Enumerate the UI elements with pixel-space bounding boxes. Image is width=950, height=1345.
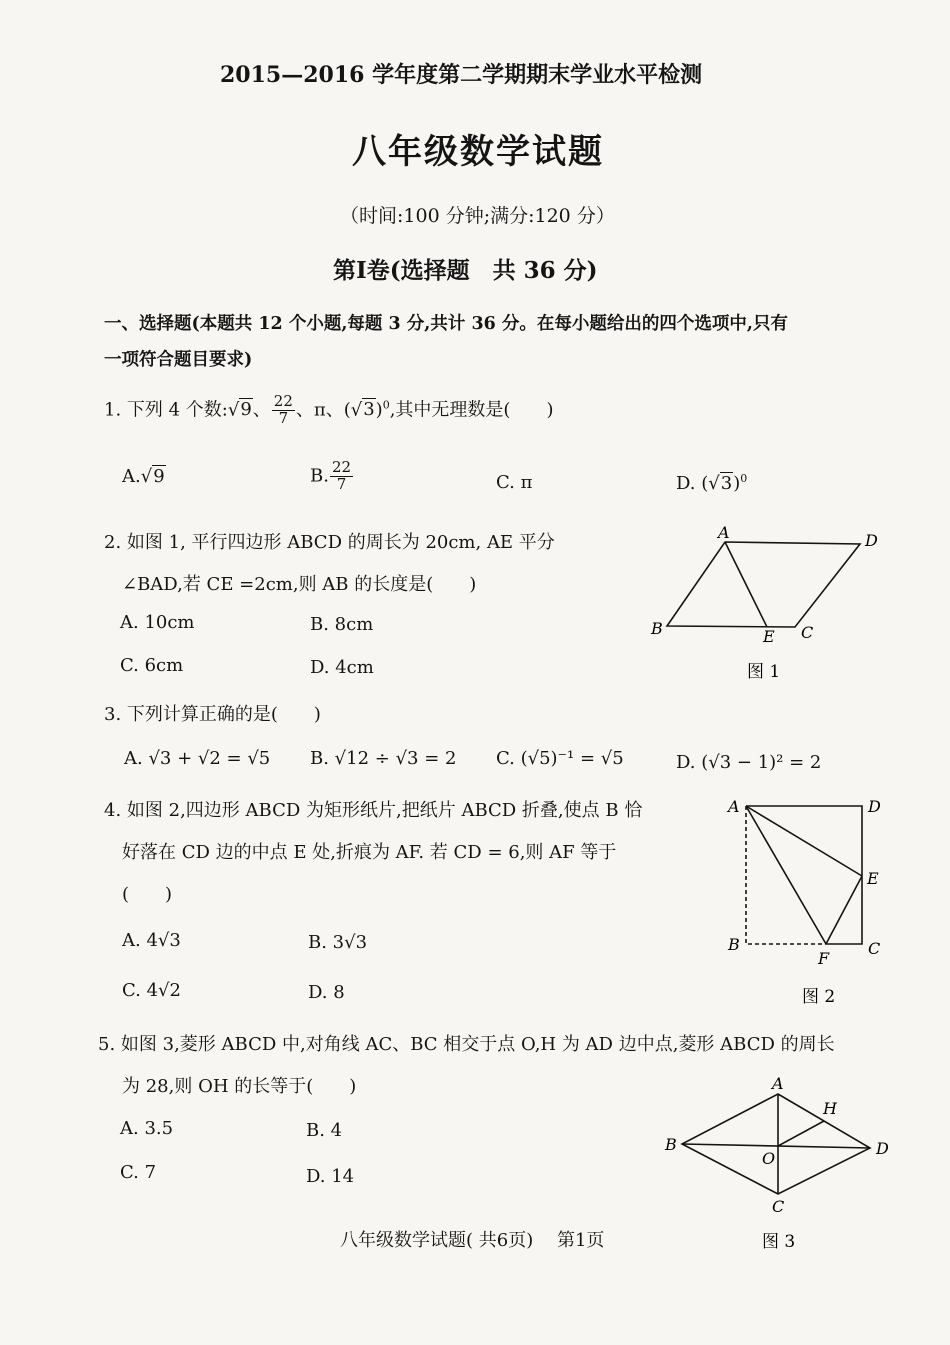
fig3-label-h: H (823, 1099, 837, 1118)
fig3-label-a: A (772, 1074, 784, 1093)
fig2-label-a: A (728, 797, 740, 816)
fig1-label-d: D (865, 531, 878, 550)
figure-2-rectangle-fold (718, 792, 890, 1012)
q1-denominator: 7 (278, 408, 289, 427)
figure-3-rhombus (660, 1072, 895, 1260)
section-title: 第Ⅰ卷(选择题 共 36 分) (333, 257, 598, 284)
q5-option-d[interactable]: D. 14 (306, 1166, 355, 1187)
q1-prefix: 1. 下列 4 个数: (104, 399, 228, 421)
question-4-line2: 好落在 CD 边的中点 E 处,折痕为 AF. 若 CD = 6,则 AF 等于 (122, 842, 617, 863)
fig1-label-c: C (801, 623, 814, 642)
time-info: （时间:100 分钟;满分:120 分） (340, 205, 615, 227)
exam-header: 2015—2016 学年度第二学期期末学业水平检测 (220, 62, 703, 88)
q1-suffix: ,其中无理数是( ) (389, 399, 554, 421)
fig2-label-c: C (868, 939, 881, 958)
fig1-label-e: E (763, 627, 775, 646)
fig1-label-a: A (718, 523, 730, 542)
q3-option-b[interactable]: B. √12 ÷ √3 = 2 (310, 748, 457, 769)
figure-1-parallelogram (645, 522, 885, 692)
q1-fraction (272, 394, 295, 427)
question-1: 1. 下列 4 个数:√9、 $\frac{22}{7}$ 、π、$(√3)^0$,其中无理数是( ) (104, 392, 554, 427)
fig3-caption: 图 3 (762, 1232, 796, 1252)
page-footer: 八年级数学试题( 共6页) 第1页 (340, 1230, 605, 1251)
fig3-label-c: C (772, 1197, 785, 1216)
q3-option-d[interactable]: D. (√3 − 1)² = 2 (676, 752, 822, 773)
q2-option-c[interactable]: C. 6cm (120, 655, 184, 676)
question-2-line1: 2. 如图 1, 平行四边形 ABCD 的周长为 20cm, AE 平分 (104, 532, 555, 553)
q1-option-a[interactable]: A.√9 (122, 466, 165, 487)
q5-option-a[interactable]: A. 3.5 (120, 1118, 174, 1139)
question-4-line3: ( ) (122, 884, 173, 905)
question-5-line2: 为 28,则 OH 的长等于( ) (122, 1076, 357, 1097)
q2-option-d[interactable]: D. 4cm (310, 657, 374, 678)
q4-option-c[interactable]: C. 4√2 (122, 980, 181, 1001)
q5-option-c[interactable]: C. 7 (120, 1162, 157, 1183)
q2-option-a[interactable]: A. 10cm (120, 612, 195, 633)
fig1-caption: 图 1 (747, 662, 781, 682)
fig2-label-f: F (818, 949, 830, 968)
q1-option-b[interactable]: B. $\frac{22}{7}$ (310, 458, 352, 493)
fig3-label-d: D (876, 1139, 889, 1158)
q4-option-a[interactable]: A. 4√3 (122, 930, 181, 951)
page-title: 八年级数学试题 (352, 132, 604, 172)
q1-option-c[interactable]: C. π (496, 472, 533, 493)
q2-option-b[interactable]: B. 8cm (310, 614, 374, 635)
q3-option-a[interactable]: A. √3 + √2 = √5 (124, 748, 271, 769)
q5-option-b[interactable]: B. 4 (306, 1120, 343, 1141)
fig1-label-b: B (651, 619, 663, 638)
q3-option-c[interactable]: C. (√5)⁻¹ = √5 (496, 748, 624, 769)
instructions-line2: 一项符合题目要求) (104, 350, 253, 370)
fig3-label-o: O (762, 1149, 776, 1168)
question-4-line1: 4. 如图 2,四边形 ABCD 为矩形纸片,把纸片 ABCD 折叠,使点 B 恰 (104, 800, 643, 821)
question-5-line1: 5. 如图 3,菱形 ABCD 中,对角线 AC、BC 相交于点 O,H 为 AD 边中点,菱形 ABCD 的周长 (98, 1034, 835, 1055)
fig3-label-b: B (665, 1135, 677, 1154)
instructions-line1: 一、选择题(本题共 12 个小题,每题 3 分,共计 36 分。在每小题给出的四个选项中,只有 (104, 314, 788, 334)
q1-numerator: 22 (273, 392, 293, 410)
fig2-label-b: B (728, 935, 740, 954)
q1-option-d[interactable]: D. $(√3)^0$ (676, 472, 748, 494)
question-3: 3. 下列计算正确的是( ) (104, 704, 321, 725)
question-2-line2: ∠BAD,若 CE =2cm,则 AB 的长度是( ) (122, 574, 477, 595)
fig2-label-e: E (867, 869, 879, 888)
fig2-caption: 图 2 (802, 987, 836, 1007)
q4-option-b[interactable]: B. 3√3 (308, 932, 368, 953)
q4-option-d[interactable]: D. 8 (308, 982, 345, 1003)
fig2-label-d: D (868, 797, 881, 816)
